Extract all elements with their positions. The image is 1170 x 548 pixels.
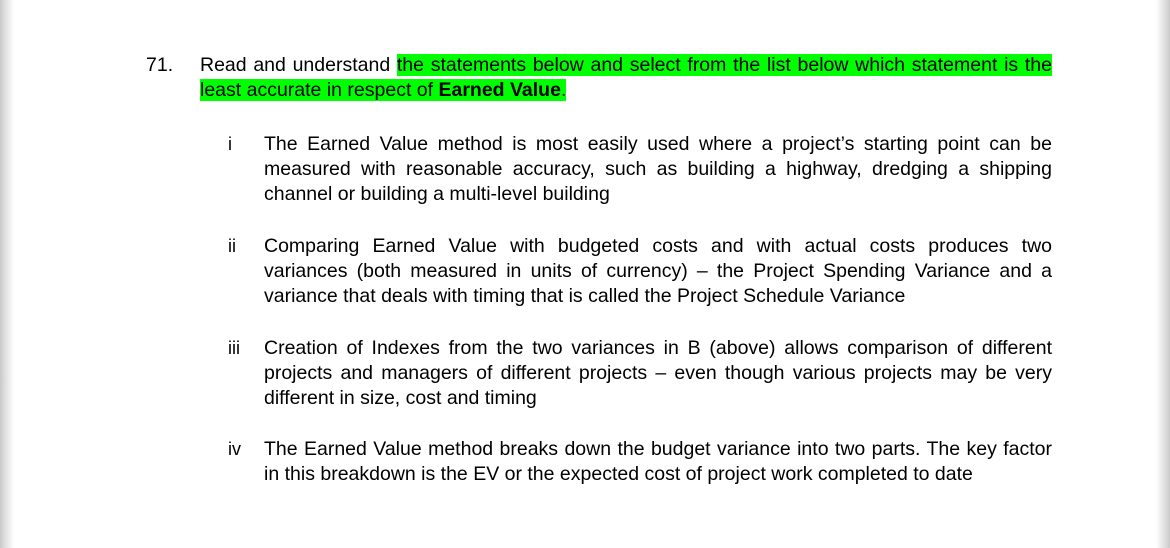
statement-numeral: ii xyxy=(228,236,236,256)
question-text xyxy=(200,53,1052,103)
question-end-punct: . xyxy=(560,79,567,101)
page-left-shadow xyxy=(0,0,14,548)
question-number: 71. xyxy=(146,54,174,76)
question-highlighted-plain: the statements below and select from the list below which statement is the least accurate in respect of xyxy=(200,54,1052,101)
statement-text: The Earned Value method is most easily used where a project’s starting point can be measured with reasonable accuracy, such as building a highway, dredging a shipping channel or building a multi-level building xyxy=(264,133,1052,205)
statement-numeral: iii xyxy=(228,338,240,358)
statement-numeral: iv xyxy=(228,439,241,459)
page-right-shadow xyxy=(1156,0,1170,548)
question-bold-term: Earned Value xyxy=(438,79,561,101)
statement-text: Comparing Earned Value with budgeted costs and with actual costs produces two variances (both measured in units of currency) – the Project Spending Variance and a variance that deals with timing that is called the Project Schedule Variance xyxy=(264,235,1052,307)
question-lead-text: Read and understand xyxy=(200,54,397,76)
statement-text: Creation of Indexes from the two variances in B (above) allows comparison of different projects and managers of different projects – even though various projects may be very different in size, cost and timing xyxy=(264,337,1052,409)
statement-text: The Earned Value method breaks down the budget variance into two parts. The key factor in this breakdown is the EV or the expected cost of project work completed to date xyxy=(264,438,1052,485)
statement-numeral: i xyxy=(228,134,232,154)
